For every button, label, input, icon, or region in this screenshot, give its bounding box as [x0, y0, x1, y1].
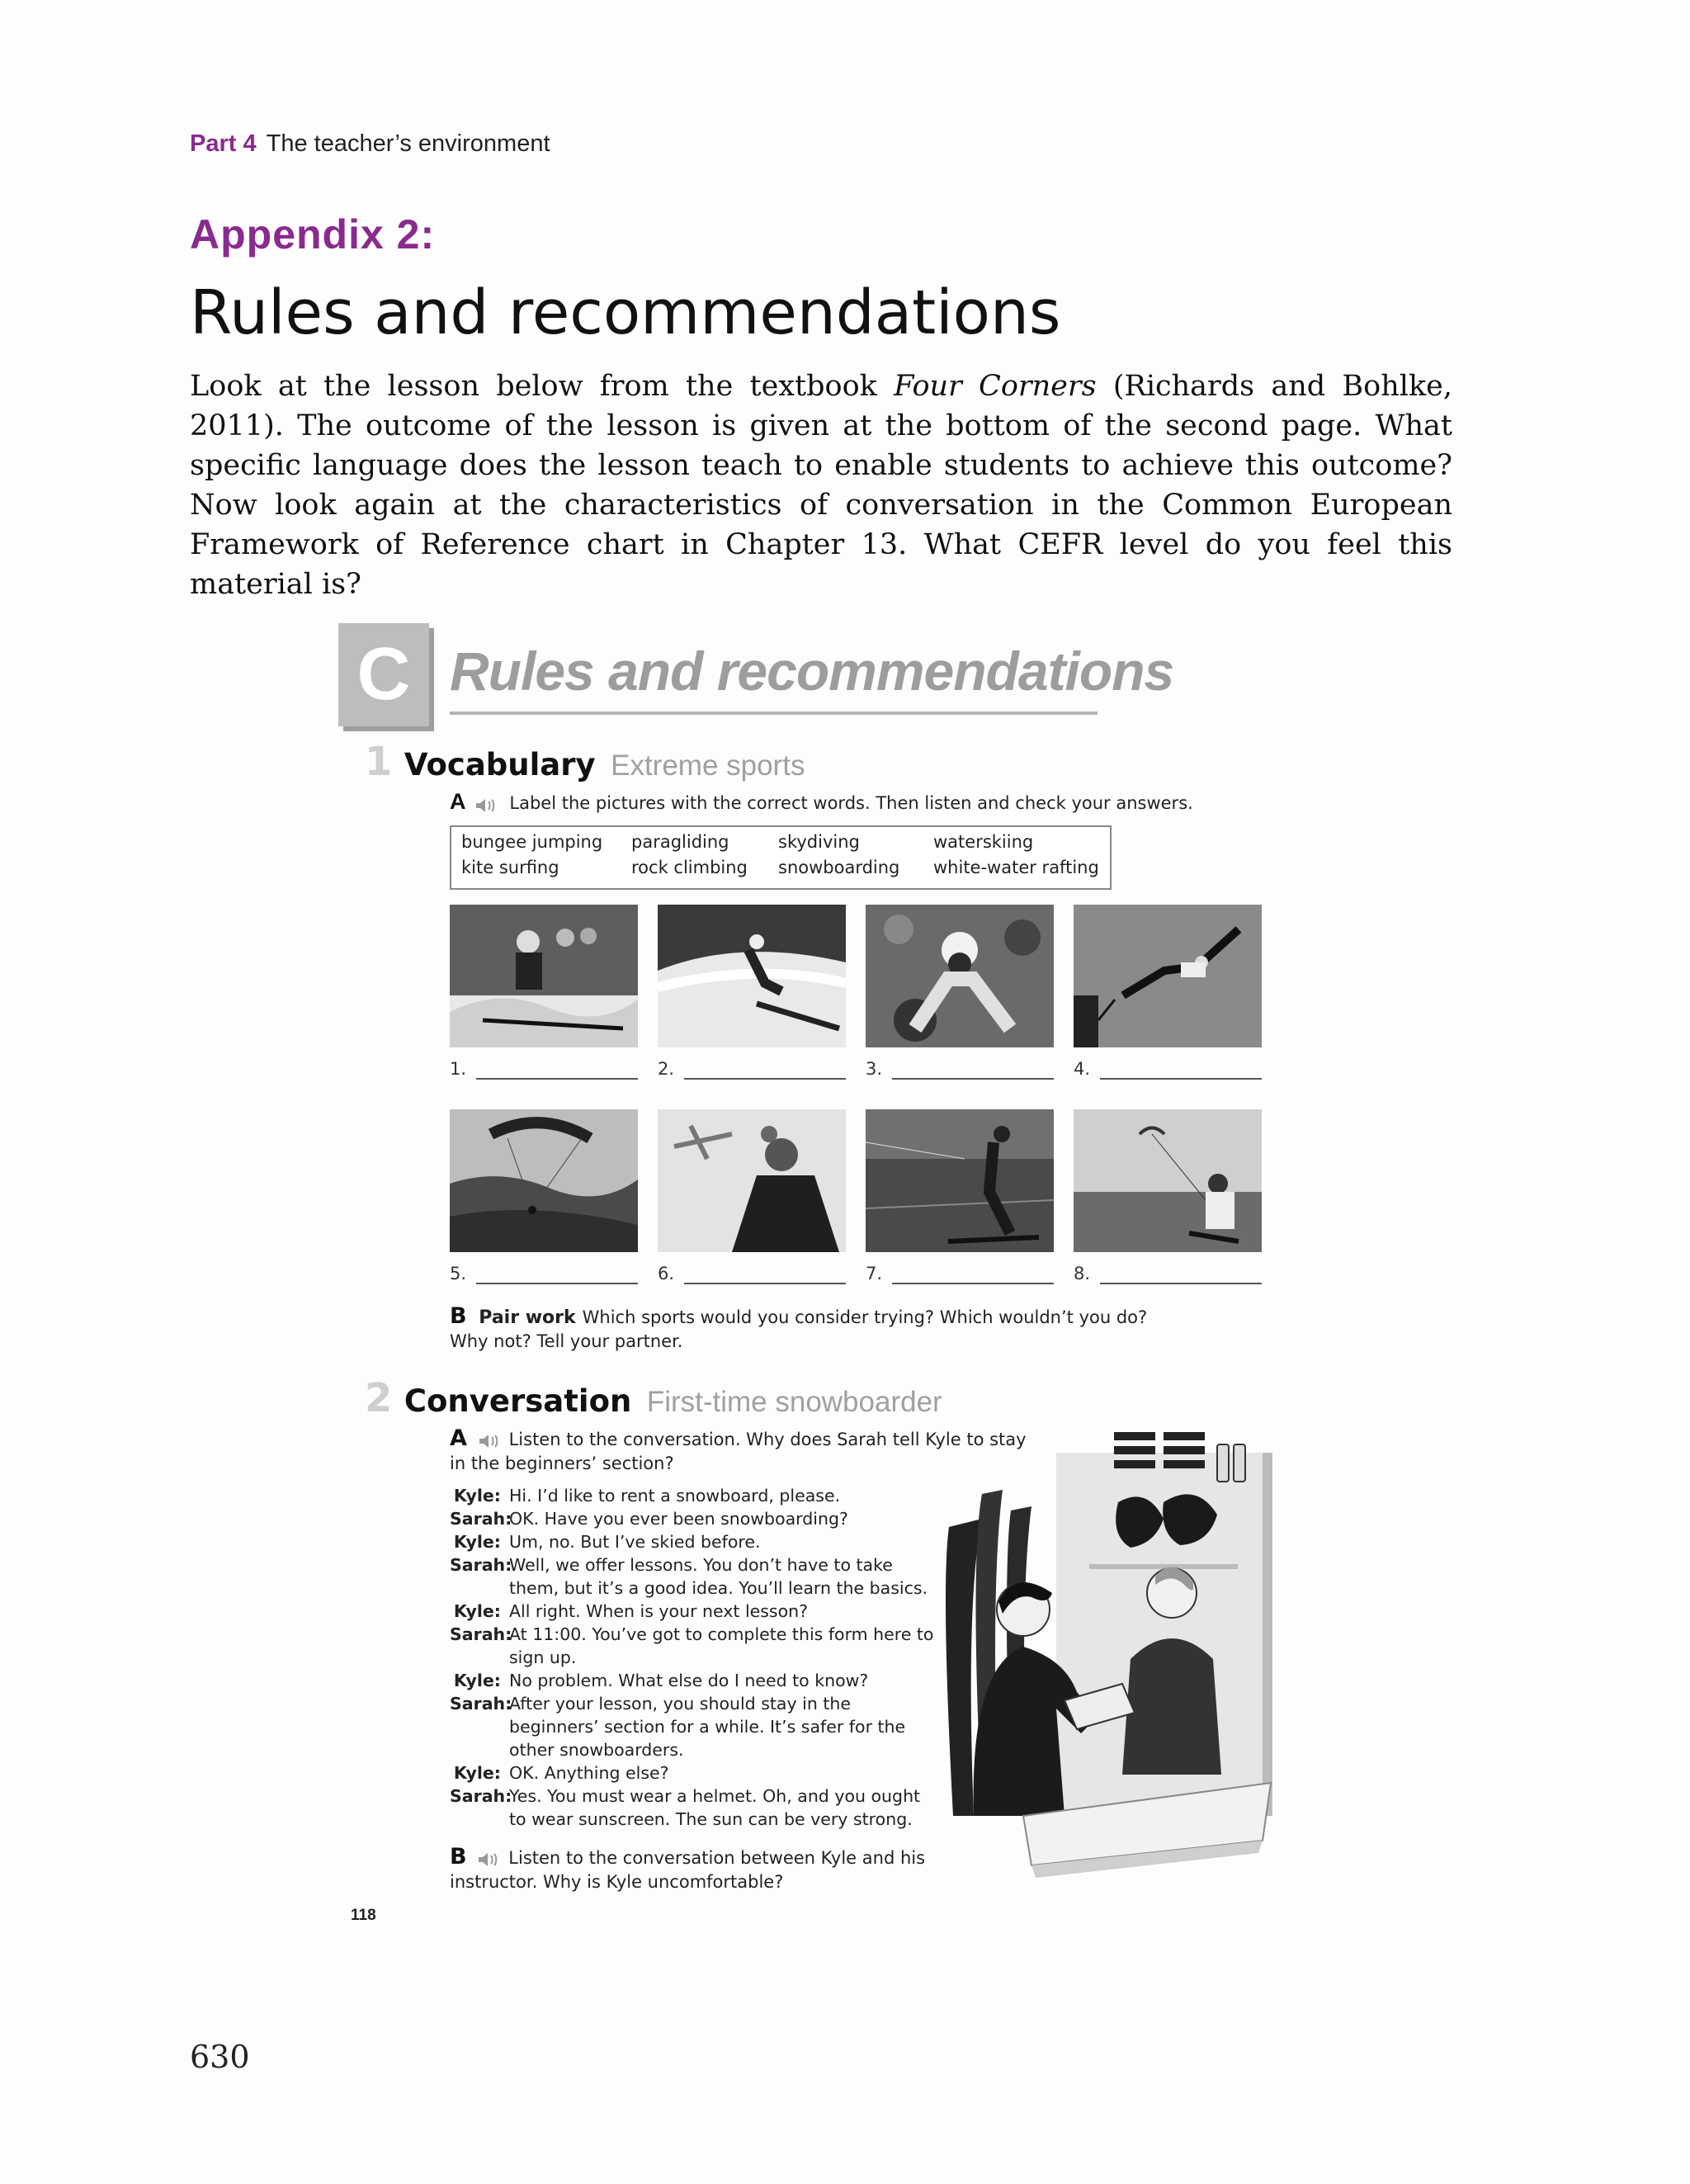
line-text: Um, no. But I’ve skied before.: [509, 1532, 761, 1552]
speaker: Kyle:: [453, 1486, 501, 1506]
appendix-label: Appendix 2:: [190, 211, 436, 258]
speaker: Sarah:: [450, 1786, 512, 1806]
vocab-section-header: [365, 739, 805, 785]
answer-number: 6.: [658, 1264, 675, 1283]
photo-rafting: [450, 905, 638, 1047]
photo-paragliding: [450, 1109, 638, 1252]
vocab-exercise-b: [450, 1304, 1147, 1354]
line-text: Well, we offer lessons. You don’t have to take: [509, 1555, 893, 1575]
audio-icon[interactable]: [474, 797, 498, 814]
unit-letter-box: C: [338, 623, 429, 726]
speaker: Kyle:: [453, 1532, 501, 1552]
line-text: No problem. What else do I need to know?: [509, 1671, 869, 1690]
word-item: snowboarding: [778, 858, 900, 877]
vocab-section-number: 1: [365, 739, 393, 785]
lesson-title-rule: [450, 711, 1098, 715]
conversation-a-line-1: Listen to the conversation. Why does Sarah tell Kyle to stay: [508, 1430, 1027, 1449]
conversation-topic: First-time snowboarder: [646, 1386, 942, 1418]
intro-book-title: Four Corners: [894, 370, 1097, 403]
part-label: Part 4: [190, 130, 257, 157]
audio-icon[interactable]: [477, 1851, 500, 1867]
answer-number: 1.: [450, 1059, 467, 1079]
textbook-page-number: 118: [351, 1907, 376, 1924]
page-number: 630: [190, 2039, 250, 2075]
line-text: them, but it’s a good idea. You’ll learn the basics.: [509, 1578, 928, 1598]
word-item: kite surfing: [461, 858, 559, 877]
line-text: At 11:00. You’ve got to complete this form here to: [509, 1624, 934, 1644]
line-text: OK. Have you ever been snowboarding?: [509, 1509, 848, 1529]
speaker: Kyle:: [453, 1763, 501, 1783]
conversation-b-line-2: instructor. Why is Kyle uncomfortable?: [450, 1872, 784, 1892]
answer-number: 5.: [450, 1264, 467, 1283]
vocab-exercise-a: [450, 789, 1193, 815]
exercise-b-line-1: Which sports would you consider trying? Which wouldn’t you do?: [582, 1307, 1148, 1327]
answer-blank-5[interactable]: [476, 1283, 638, 1284]
exercise-b-line-2: Why not? Tell your partner.: [450, 1331, 683, 1351]
answer-number: 4.: [1074, 1059, 1091, 1079]
vocab-topic: Extreme sports: [611, 749, 805, 782]
line-text: Yes. You must wear a helmet. Oh, and you ought: [509, 1786, 921, 1806]
line-text: OK. Anything else?: [509, 1763, 669, 1783]
answer-blank-1[interactable]: [476, 1078, 638, 1080]
conversation-section-header: [365, 1375, 942, 1421]
speaker: Sarah:: [450, 1509, 512, 1529]
photo-bungee-jumping: [1074, 905, 1262, 1047]
answer-blank-8[interactable]: [1100, 1283, 1262, 1284]
lesson-title: Rules and recommendations: [450, 641, 1174, 702]
photo-skydiving: [658, 1109, 846, 1252]
speaker: Sarah:: [450, 1624, 512, 1644]
answer-number: 3.: [866, 1059, 883, 1079]
conversation-a-line-2: in the beginners’ section?: [450, 1454, 674, 1473]
photo-snowboarding: [658, 905, 846, 1047]
answer-blank-2[interactable]: [684, 1078, 846, 1080]
intro-text-after: (Richards and Bohlke, 2011). The outcome of the lesson is given at the bottom of the second page. What specific language does the lesson teach to enable students to achieve this outcome? Now look again at the characteristics of conversation in the Common European Framework of Reference chart in Chapter 13. What CEFR level do you feel this material is?: [190, 370, 1452, 601]
word-item: waterskiing: [933, 832, 1034, 852]
exercise-a-label: A: [450, 1425, 467, 1451]
word-box: [450, 825, 1112, 890]
answer-number: 8.: [1074, 1264, 1091, 1283]
photo-rock-climbing: [866, 905, 1054, 1047]
line-text: After your lesson, you should stay in the: [509, 1694, 851, 1714]
word-item: white-water rafting: [933, 858, 1099, 877]
conversation-exercise-b: [450, 1845, 925, 1894]
audio-icon[interactable]: [478, 1432, 501, 1449]
speaker: Kyle:: [453, 1671, 501, 1690]
speaker: Sarah:: [450, 1694, 512, 1714]
conversation-section-number: 2: [365, 1375, 393, 1421]
dialog: [450, 1486, 934, 1832]
page-title: Rules and recommendations: [190, 277, 1061, 348]
answer-blank-4[interactable]: [1100, 1078, 1262, 1080]
exercise-a-label: A: [450, 789, 466, 814]
exercise-b-label: B: [450, 1844, 467, 1870]
conversation-b-line-1: Listen to the conversation between Kyle and his: [508, 1848, 926, 1868]
photo-kite-surfing: [1074, 1109, 1262, 1252]
line-text: All right. When is your next lesson?: [509, 1601, 809, 1621]
word-item: skydiving: [778, 832, 860, 852]
intro-paragraph: [190, 366, 1452, 604]
exercise-b-label: B: [450, 1303, 467, 1329]
line-text: sign up.: [509, 1647, 577, 1667]
answer-blank-6[interactable]: [684, 1283, 846, 1284]
pair-work-label: Pair work: [479, 1307, 576, 1328]
speaker: Sarah:: [450, 1555, 512, 1575]
conversation-heading: Conversation: [404, 1383, 632, 1419]
line-text: other snowboarders.: [509, 1740, 684, 1760]
speaker: Kyle:: [453, 1601, 501, 1621]
answer-number: 7.: [866, 1264, 883, 1283]
exercise-a-instruction: Label the pictures with the correct words. Then listen and check your answers.: [509, 793, 1193, 813]
line-text: beginners’ section for a while. It’s safer for the: [509, 1717, 906, 1737]
answer-blank-3[interactable]: [892, 1078, 1054, 1080]
part-title: The teacher’s environment: [266, 130, 550, 157]
vocab-heading: Vocabulary: [404, 747, 596, 782]
word-item: bungee jumping: [461, 832, 603, 852]
line-text: to wear sunscreen. The sun can be very strong.: [509, 1809, 913, 1829]
word-item: rock climbing: [631, 858, 748, 877]
answer-blank-7[interactable]: [892, 1283, 1054, 1284]
word-item: paragliding: [631, 832, 729, 852]
ski-shop-illustration: [932, 1420, 1287, 1882]
line-text: Hi. I’d like to rent a snowboard, please.: [509, 1486, 841, 1506]
photo-waterskiing: [866, 1109, 1054, 1252]
intro-text-before: Look at the lesson below from the textbook: [190, 370, 895, 403]
answer-number: 2.: [658, 1059, 675, 1079]
running-head: [190, 130, 550, 158]
